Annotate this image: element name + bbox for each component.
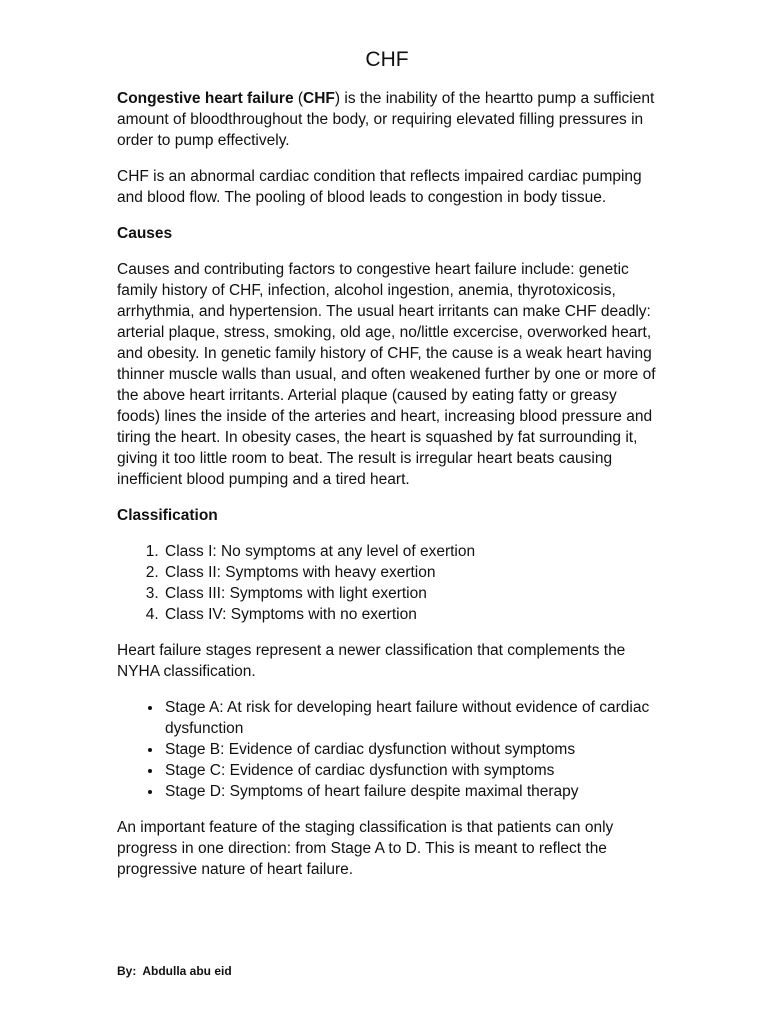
intro-open-paren: ( bbox=[293, 90, 304, 107]
list-item: 2. Class II: Symptoms with heavy exertion bbox=[163, 562, 657, 583]
classification-list bbox=[117, 541, 657, 625]
byline-author: Abdulla abu eid bbox=[142, 964, 232, 978]
stages-intro-paragraph: Heart failure stages represent a newer classification that complements the NYHA classification. bbox=[117, 642, 626, 680]
causes-paragraph: Causes and contributing factors to congestive heart failure include: genetic family history of CHF, infection, alcohol ingestion, anemia, thyrotoxicosis, arrhythmia, and hypertension. The usual heart irritants can make CHF deadly: arterial plaque, stress, smoking, old age, no/little excercise, overworked heart, and obesity. In genetic family history of CHF, the cause is a weak heart having thinner muscle walls than usual, and often weakened further by one or more of the above heart irritants. Arterial plaque (caused by eating fatty or greasy foods) lines the inside of the arteries and heart, increasing blood pressure and tiring the heart. In obesity cases, the heart is squashed by fat surrounding it, giving it too little room to beat. The result is irregular heart beats causing inefficient blood pumping and a tired heart. bbox=[117, 261, 656, 488]
stages-list bbox=[117, 697, 657, 802]
conclusion-paragraph: An important feature of the staging classification is that patients can only progress in one direction: from Stage A to D. This is meant to reflect the progressive nature of heart failure. bbox=[117, 819, 614, 878]
list-item: • Stage D: Symptoms of heart failure despite maximal therapy bbox=[163, 781, 657, 802]
intro-abbr: CHF bbox=[303, 90, 335, 107]
description-paragraph: CHF is an abnormal cardiac condition that reflects impaired cardiac pumping and blood flow. The pooling of blood leads to congestion in body tissue. bbox=[117, 168, 642, 206]
byline-label: By: bbox=[117, 964, 137, 978]
list-item: 3. Class III: Symptoms with light exertion bbox=[163, 583, 657, 604]
causes-heading: Causes bbox=[117, 225, 173, 242]
classification-heading: Classification bbox=[117, 507, 218, 524]
list-item: • Stage C: Evidence of cardiac dysfunction with symptoms bbox=[163, 760, 657, 781]
intro-term: Congestive heart failure bbox=[117, 90, 294, 107]
list-item: • Stage A: At risk for developing heart failure without evidence of cardiac dysfunction bbox=[163, 697, 657, 739]
intro-rest: ) is the inability of the heartto pump a sufficient amount of bloodthroughout the body, or requiring elevated filling pressures in order to pump effectively. bbox=[117, 90, 655, 149]
document-body bbox=[117, 88, 657, 895]
list-item: 1. Class I: No symptoms at any level of exertion bbox=[163, 541, 657, 562]
list-item: 4. Class IV: Symptoms with no exertion bbox=[163, 604, 657, 625]
document-title: CHF bbox=[365, 48, 409, 71]
author-byline bbox=[117, 962, 232, 980]
intro-paragraph bbox=[117, 88, 657, 151]
list-item: • Stage B: Evidence of cardiac dysfunction without symptoms bbox=[163, 739, 657, 760]
